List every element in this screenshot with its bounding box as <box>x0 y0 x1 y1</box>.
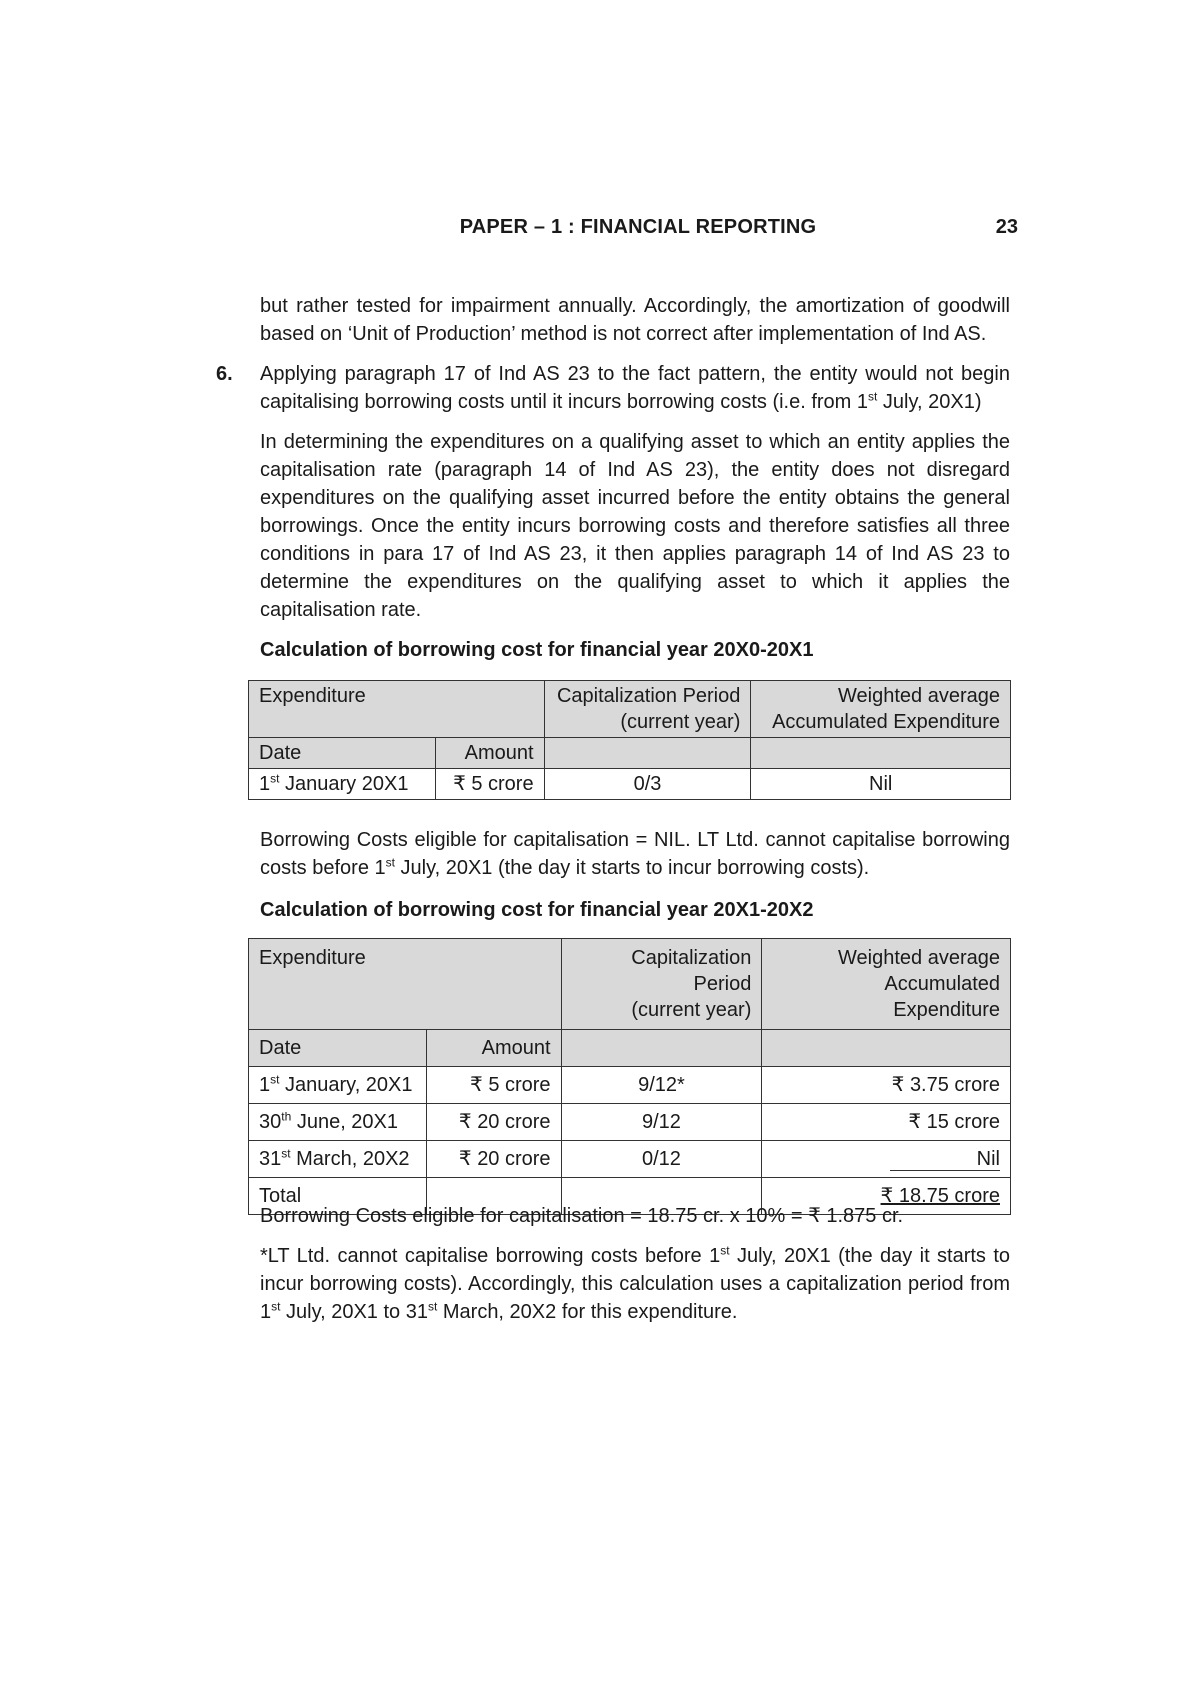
table2-sub-empty <box>561 1030 762 1067</box>
table2-heading: Calculation of borrowing cost for financial year 20X1-20X2 <box>260 899 814 921</box>
table1-conclusion: Borrowing Costs eligible for capitalisation = NIL. LT Ltd. cannot capitalise borrowing costs before 1st July, 20X1 (the day it starts to incur borrowing costs). <box>260 829 1010 879</box>
table-row <box>249 1067 1011 1104</box>
item6-paragraph-1: Applying paragraph 17 of Ind AS 23 to the fact pattern, the entity would not begin capitalising borrowing costs until it incurs borrowing costs (i.e. from 1st July, 20X1) <box>260 363 1010 413</box>
table2-sub-amount: Amount <box>426 1030 561 1067</box>
row-weighted: Nil <box>751 769 1011 800</box>
table1-heading: Calculation of borrowing cost for financial year 20X0-20X1 <box>260 639 814 661</box>
page-header <box>258 216 1018 246</box>
row-date: 1st January 20X1 <box>249 769 436 800</box>
table2 <box>248 938 1011 1215</box>
row-amount: ₹ 20 crore <box>426 1104 561 1141</box>
table2-header-row <box>249 939 1011 1030</box>
paper-title: PAPER – 1 : FINANCIAL REPORTING <box>459 216 817 238</box>
footnote: *LT Ltd. cannot capitalise borrowing costs before 1st July, 20X1 (the day it starts to incur borrowing costs). Accordingly, this calculation uses a capitalization period from 1st July, 20X1 to 31st March, 20X2 for this expenditure. <box>260 1243 1011 1323</box>
row-amount: ₹ 5 crore <box>435 769 544 800</box>
row-date: 30th June, 20X1 <box>249 1104 427 1141</box>
row-amount: ₹ 20 crore <box>426 1141 561 1178</box>
table-row <box>249 1104 1011 1141</box>
row-period: 9/12 <box>561 1104 762 1141</box>
table-row <box>249 1141 1011 1178</box>
table1-sub-date: Date <box>249 738 436 769</box>
table2-col-weighted: Weighted average Accumulated Expenditure <box>762 939 1011 1030</box>
table1-header-row <box>249 681 1011 738</box>
row-period: 0/3 <box>544 769 751 800</box>
table1-sub-empty <box>751 738 1011 769</box>
table1-col-cap-period: Capitalization Period (current year) <box>544 681 751 738</box>
total-value: ₹ 18.75 crore <box>762 1178 1011 1215</box>
row-period: 0/12 <box>561 1141 762 1178</box>
table1-col-weighted: Weighted average Accumulated Expenditure <box>751 681 1011 738</box>
total-label: Total <box>249 1178 427 1215</box>
row-amount: ₹ 5 crore <box>426 1067 561 1104</box>
page-number: 23 <box>995 216 1018 238</box>
table1-col-expenditure: Expenditure <box>249 681 545 738</box>
row-date: 1st January, 20X1 <box>249 1067 427 1104</box>
row-period: 9/12* <box>561 1067 762 1104</box>
table2-col-cap-period: Capitalization Period (current year) <box>561 939 762 1030</box>
table1 <box>248 680 1011 800</box>
table-row <box>249 769 1011 800</box>
table1-subheader-row <box>249 738 1011 769</box>
table1-sub-amount: Amount <box>435 738 544 769</box>
row-weighted: ₹ 15 crore <box>762 1104 1011 1141</box>
table2-sub-date: Date <box>249 1030 427 1067</box>
item-number: 6. <box>216 363 233 385</box>
row-date: 31st March, 20X2 <box>249 1141 427 1178</box>
table2-col-expenditure: Expenditure <box>249 939 562 1030</box>
table2-conclusion: Borrowing Costs eligible for capitalisation = 18.75 cr. x 10% = ₹ 1.875 cr. <box>260 1205 904 1227</box>
row-weighted: ₹ 3.75 crore <box>762 1067 1011 1104</box>
table2-sub-empty <box>762 1030 1011 1067</box>
item6-paragraph-2: In determining the expenditures on a qualifying asset to which an entity applies the capitalisation rate (paragraph 14 of Ind AS 23), the entity does not disregard expenditures on the qualifying asset incurred before the entity obtains the general borrowings. Once the entity incurs borrowing costs and therefore satisfies all three conditions in para 17 of Ind AS 23, it then applies paragraph 14 of Ind AS 23 to determine the expenditures on the qualifying asset to which it applies the capitalisation rate. <box>260 431 1010 621</box>
table1-sub-empty <box>544 738 751 769</box>
intro-paragraph: but rather tested for impairment annually. Accordingly, the amortization of goodwill based on ‘Unit of Production’ method is not correct after implementation of Ind AS. <box>260 295 1010 345</box>
table2-subheader-row <box>249 1030 1011 1067</box>
row-weighted: Nil <box>762 1141 1011 1178</box>
